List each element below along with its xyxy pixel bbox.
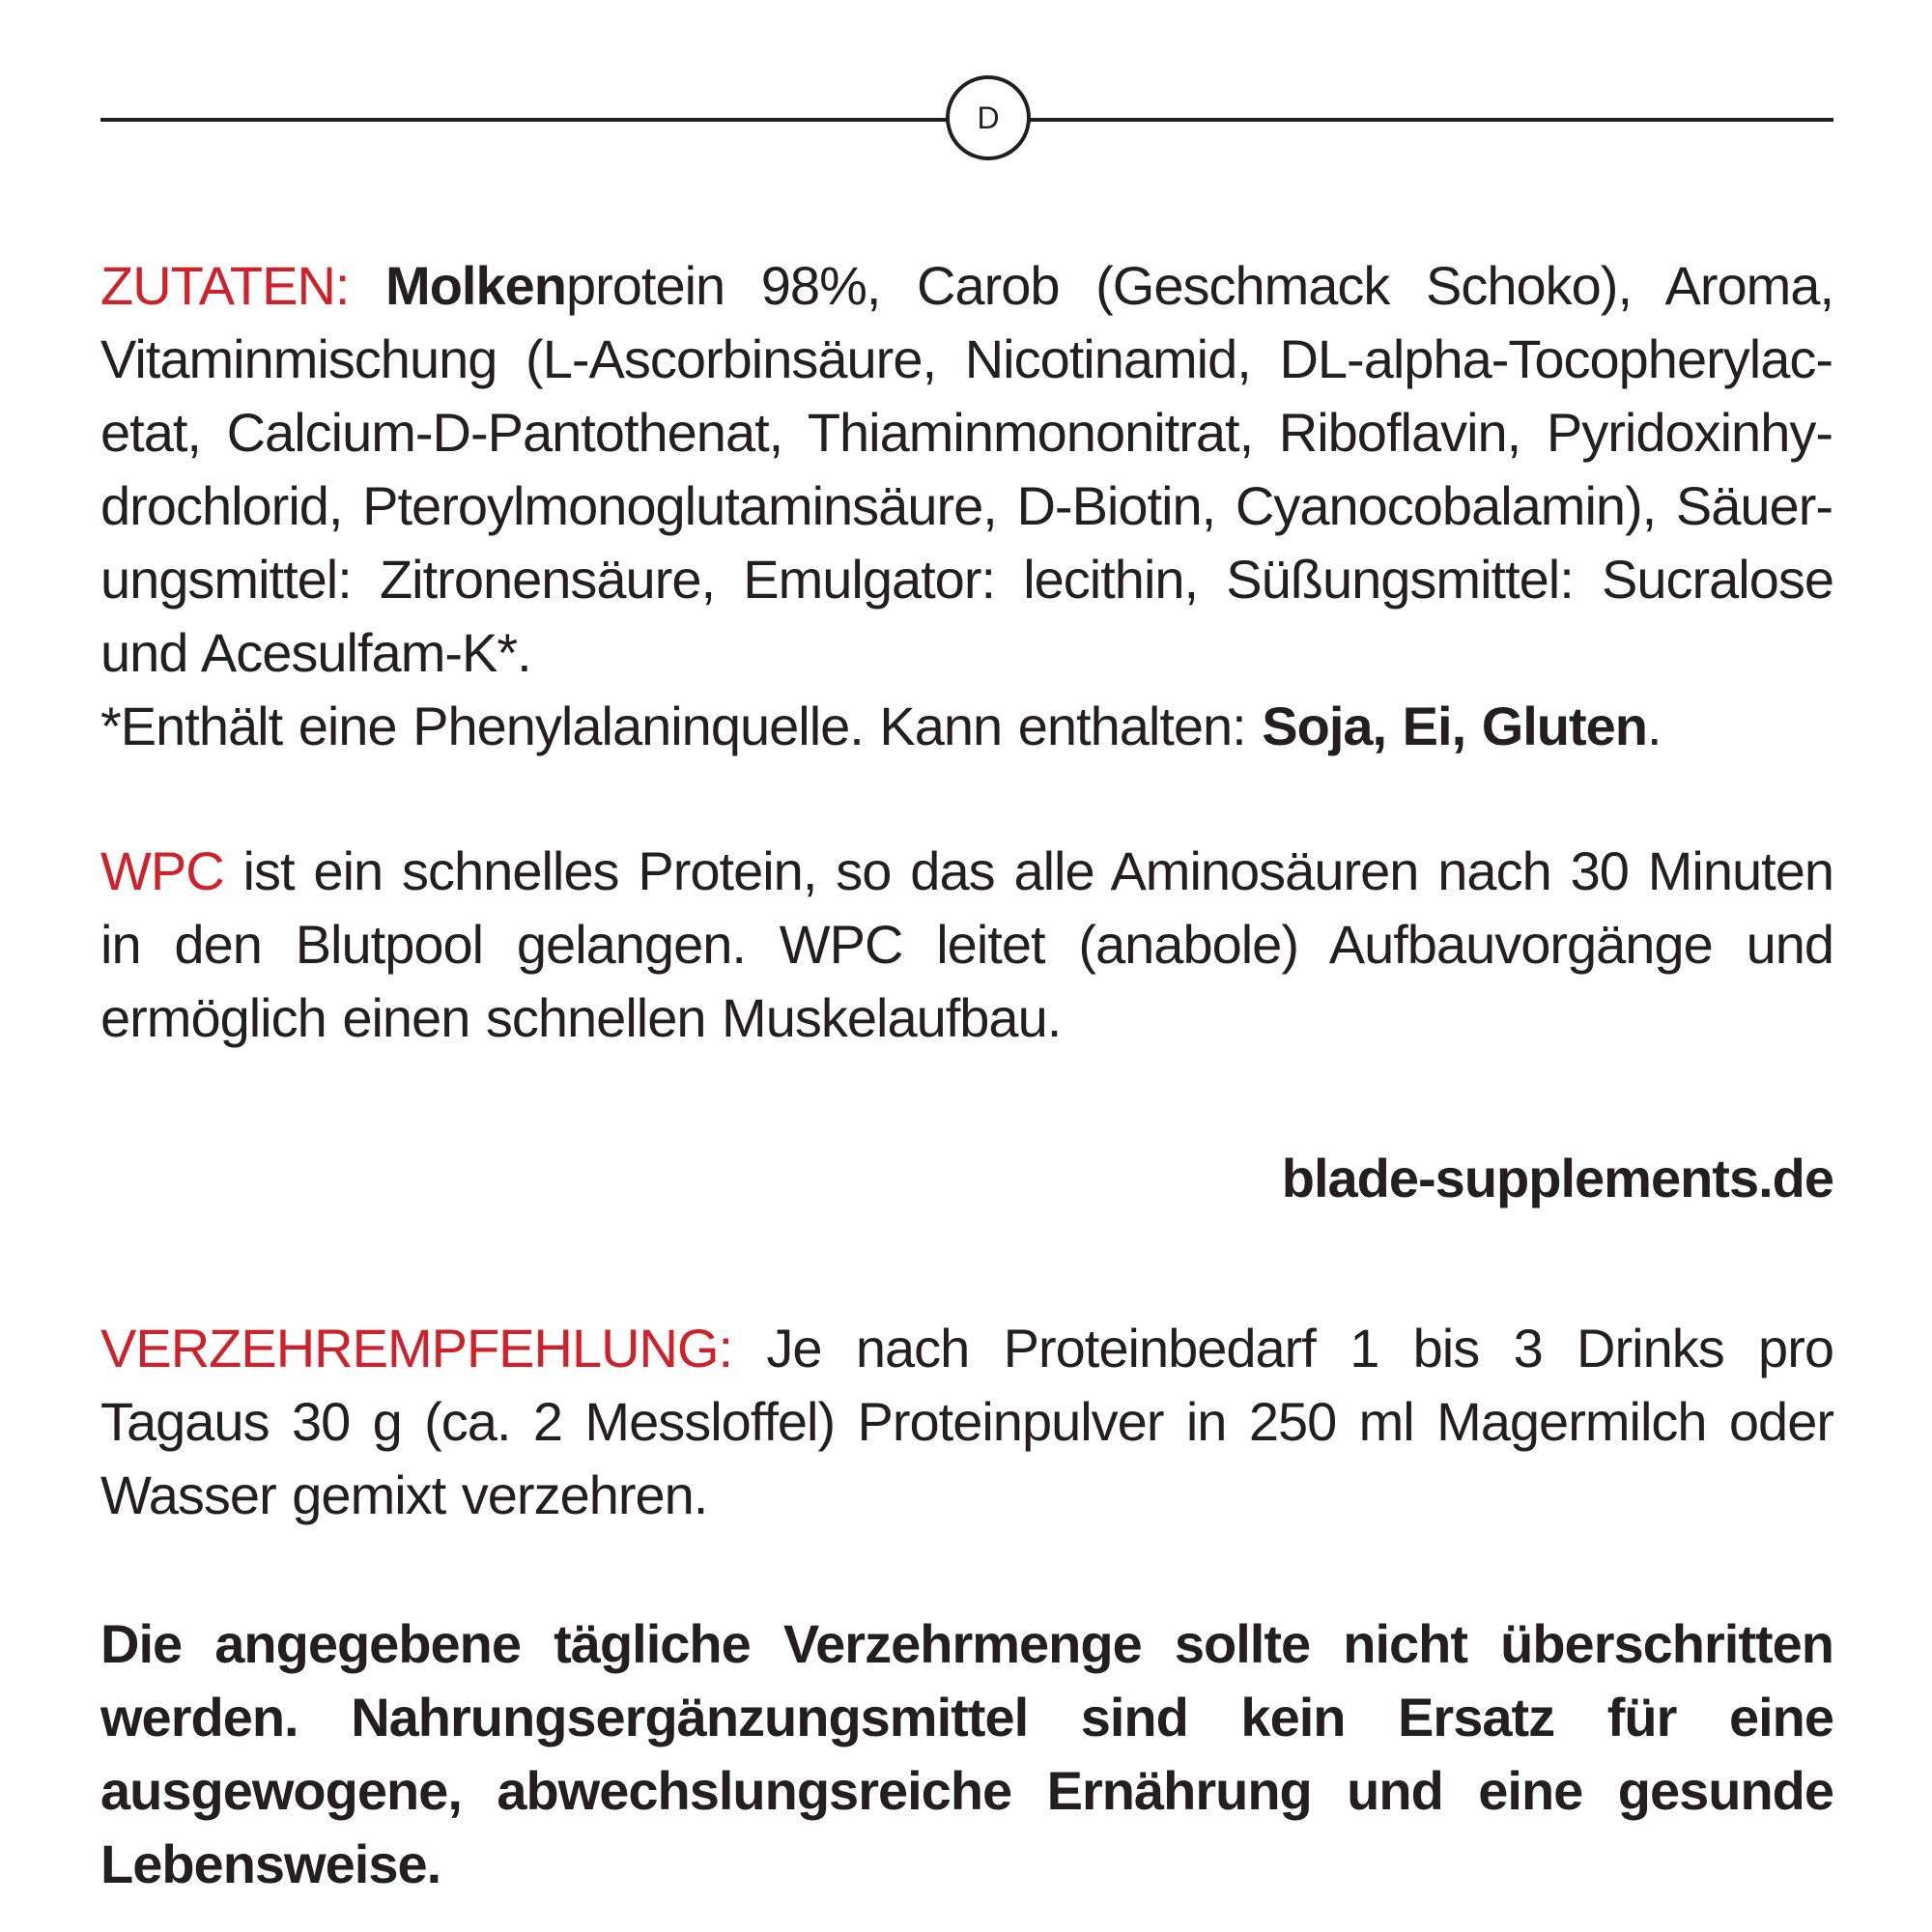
footnote-end: . xyxy=(1647,696,1662,756)
footnote-text: *Enthält eine Phenylalaninquelle. Kann enthalten: xyxy=(100,696,1263,756)
ingredients-text: protein 98%, Carob (Geschmack Schoko), Aroma, Vitaminmischung (L-Ascorbinsäure, Nicotinamid, DL-alpha-Tocopherylacetat, Calcium-D-Pantothenat, Thiaminmononitrat, Riboflavin, Pyridoxinhydrochlorid, Pteroylmonoglutaminsäure, D-Biotin, Cyanocobalamin), Säuerungsmittel: Zitronensäure, Emulgator: lecithin, Süßungsmittel: Sucralose und Acesulfam-K*. xyxy=(100,255,1833,683)
label-text-content xyxy=(100,249,1833,1901)
language-badge xyxy=(946,75,1031,160)
allergen-list: Soja, Ei, Gluten xyxy=(1262,696,1648,756)
ingredients-paragraph xyxy=(100,249,1833,690)
ingredients-bold-term: Molken xyxy=(385,255,566,316)
ingredients-section xyxy=(100,249,1833,763)
website-link[interactable]: blade-supplements.de xyxy=(1281,1148,1833,1208)
warning-section xyxy=(100,1607,1833,1901)
usage-text: Je nach Proteinbedarf 1 bis 3 Drinks pro Tagaus 30 g (ca. 2 Messloffel) Proteinpulver in 250 ml Magermilch oder Wasser gemixt verzehren. xyxy=(100,1318,1833,1525)
wpc-paragraph xyxy=(100,835,1833,1055)
allergen-footnote xyxy=(100,690,1833,763)
ingredients-label: ZUTATEN: xyxy=(100,255,350,316)
usage-section xyxy=(100,1312,1833,1532)
wpc-text: ist ein schnelles Protein, so das alle Aminosäuren nach 30 Minuten in den Blutpool gelangen. WPC leitet (anabole) Aufbauvorgänge und ermöglich einen schnellen Muskelaufbau. xyxy=(100,840,1833,1048)
wpc-label: WPC xyxy=(100,840,224,901)
language-badge-label: D xyxy=(977,99,1000,135)
wpc-section xyxy=(100,835,1833,1055)
usage-label: VERZEHREMPFEHLUNG: xyxy=(100,1318,733,1378)
usage-paragraph xyxy=(100,1312,1833,1532)
warning-paragraph: Die angegebene tägliche Verzehrmenge sollte nicht überschritten werden. Nahrungsergänzungsmittel sind kein Ersatz für eine ausgewogene, abwechslungsreiche Ernährung und eine gesunde Lebensweise. xyxy=(100,1613,1833,1894)
